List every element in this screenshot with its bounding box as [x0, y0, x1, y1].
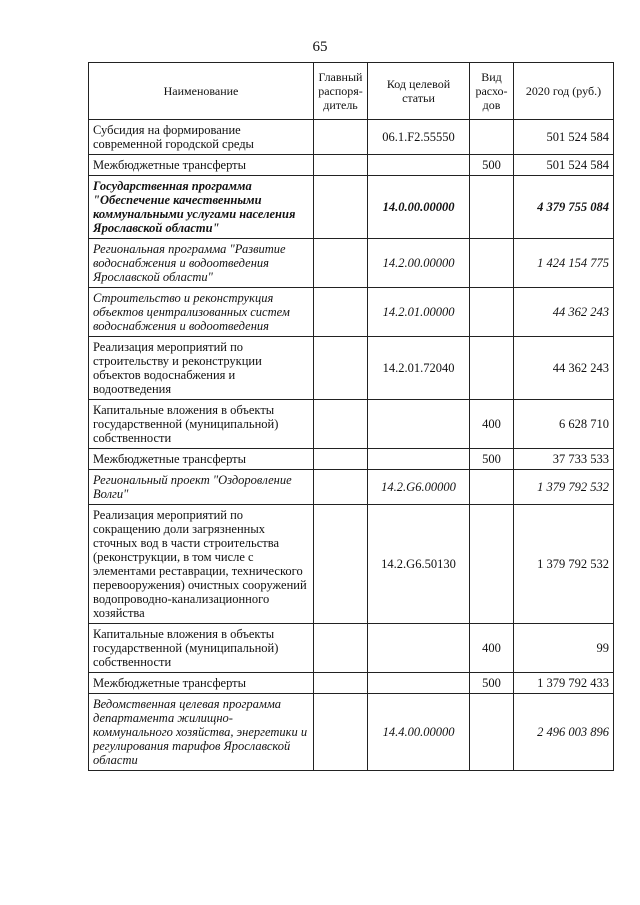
cell-type: [470, 470, 514, 505]
cell-type: [470, 120, 514, 155]
cell-name: Реализация мероприятий по строительству и реконструкции объектов водоснабжения и водоотведения: [89, 337, 314, 400]
header-type: Вид расхо-дов: [470, 63, 514, 120]
cell-amount: 1 424 154 775: [514, 239, 614, 288]
cell-code: 06.1.F2.55550: [368, 120, 470, 155]
cell-amount: 6 628 710: [514, 400, 614, 449]
cell-code: 14.2.G6.50130: [368, 505, 470, 624]
cell-manager: [314, 176, 368, 239]
cell-type: 500: [470, 673, 514, 694]
cell-manager: [314, 120, 368, 155]
cell-type: 500: [470, 449, 514, 470]
table-row: [89, 155, 614, 176]
cell-manager: [314, 673, 368, 694]
cell-name: Региональная программа "Развитие водоснабжения и водоотведения Ярославской области": [89, 239, 314, 288]
table-row: [89, 288, 614, 337]
cell-amount: 1 379 792 433: [514, 673, 614, 694]
cell-manager: [314, 624, 368, 673]
cell-amount: 44 362 243: [514, 337, 614, 400]
cell-manager: [314, 337, 368, 400]
table-row: [89, 505, 614, 624]
cell-manager: [314, 239, 368, 288]
table-row: [89, 449, 614, 470]
cell-amount: 99: [514, 624, 614, 673]
header-name: Наименование: [89, 63, 314, 120]
cell-code: [368, 624, 470, 673]
cell-code: [368, 400, 470, 449]
cell-code: 14.4.00.00000: [368, 694, 470, 771]
cell-manager: [314, 505, 368, 624]
budget-table: [88, 62, 614, 771]
cell-code: 14.2.01.00000: [368, 288, 470, 337]
table-row: [89, 694, 614, 771]
cell-name: Ведомственная целевая программа департамента жилищно-коммунального хозяйства, энергетики и регулирования тарифов Ярославской области: [89, 694, 314, 771]
cell-manager: [314, 155, 368, 176]
cell-name: Региональный проект "Оздоровление Волги": [89, 470, 314, 505]
cell-type: [470, 337, 514, 400]
cell-type: 400: [470, 624, 514, 673]
table-row: [89, 400, 614, 449]
cell-name: Государственная программа "Обеспечение качественными коммунальными услугами населения Ярославской области": [89, 176, 314, 239]
cell-name: Строительство и реконструкция объектов централизованных систем водоснабжения и водоотведения: [89, 288, 314, 337]
cell-manager: [314, 470, 368, 505]
cell-amount: 1 379 792 532: [514, 470, 614, 505]
cell-name: Капитальные вложения в объекты государственной (муниципальной) собственности: [89, 624, 314, 673]
cell-type: [470, 288, 514, 337]
table-row: [89, 120, 614, 155]
table-body: [89, 120, 614, 771]
cell-amount: 501 524 584: [514, 120, 614, 155]
cell-name: Капитальные вложения в объекты государственной (муниципальной) собственности: [89, 400, 314, 449]
cell-code: 14.2.G6.00000: [368, 470, 470, 505]
cell-amount: 4 379 755 084: [514, 176, 614, 239]
cell-type: [470, 239, 514, 288]
header-manager: Главный распоря-дитель: [314, 63, 368, 120]
cell-code: 14.0.00.00000: [368, 176, 470, 239]
cell-amount: 37 733 533: [514, 449, 614, 470]
table-row: [89, 239, 614, 288]
cell-code: 14.2.00.00000: [368, 239, 470, 288]
cell-manager: [314, 400, 368, 449]
table-row: [89, 470, 614, 505]
cell-code: [368, 155, 470, 176]
cell-name: Субсидия на формирование современной городской среды: [89, 120, 314, 155]
table-row: [89, 176, 614, 239]
header-code: Код целевой статьи: [368, 63, 470, 120]
cell-amount: 2 496 003 896: [514, 694, 614, 771]
cell-amount: 1 379 792 532: [514, 505, 614, 624]
cell-type: [470, 176, 514, 239]
cell-name: Межбюджетные трансферты: [89, 673, 314, 694]
cell-code: 14.2.01.72040: [368, 337, 470, 400]
cell-type: 500: [470, 155, 514, 176]
cell-name: Межбюджетные трансферты: [89, 155, 314, 176]
cell-type: 400: [470, 400, 514, 449]
table-row: [89, 624, 614, 673]
cell-amount: 44 362 243: [514, 288, 614, 337]
cell-manager: [314, 288, 368, 337]
table-row: [89, 673, 614, 694]
table-row: [89, 337, 614, 400]
cell-code: [368, 449, 470, 470]
page-number: 65: [312, 39, 328, 55]
cell-manager: [314, 694, 368, 771]
cell-code: [368, 673, 470, 694]
table-header-row: [89, 63, 614, 120]
header-amount: 2020 год (руб.): [514, 63, 614, 120]
cell-manager: [314, 449, 368, 470]
cell-name: Межбюджетные трансферты: [89, 449, 314, 470]
cell-type: [470, 505, 514, 624]
cell-name: Реализация мероприятий по сокращению доли загрязненных сточных вод в части строительства (реконструкции, в том числе с элементами реставрации, технического перевооружения) очистных сооружений водопроводно-канализационного хозяйства: [89, 505, 314, 624]
cell-amount: 501 524 584: [514, 155, 614, 176]
cell-type: [470, 694, 514, 771]
